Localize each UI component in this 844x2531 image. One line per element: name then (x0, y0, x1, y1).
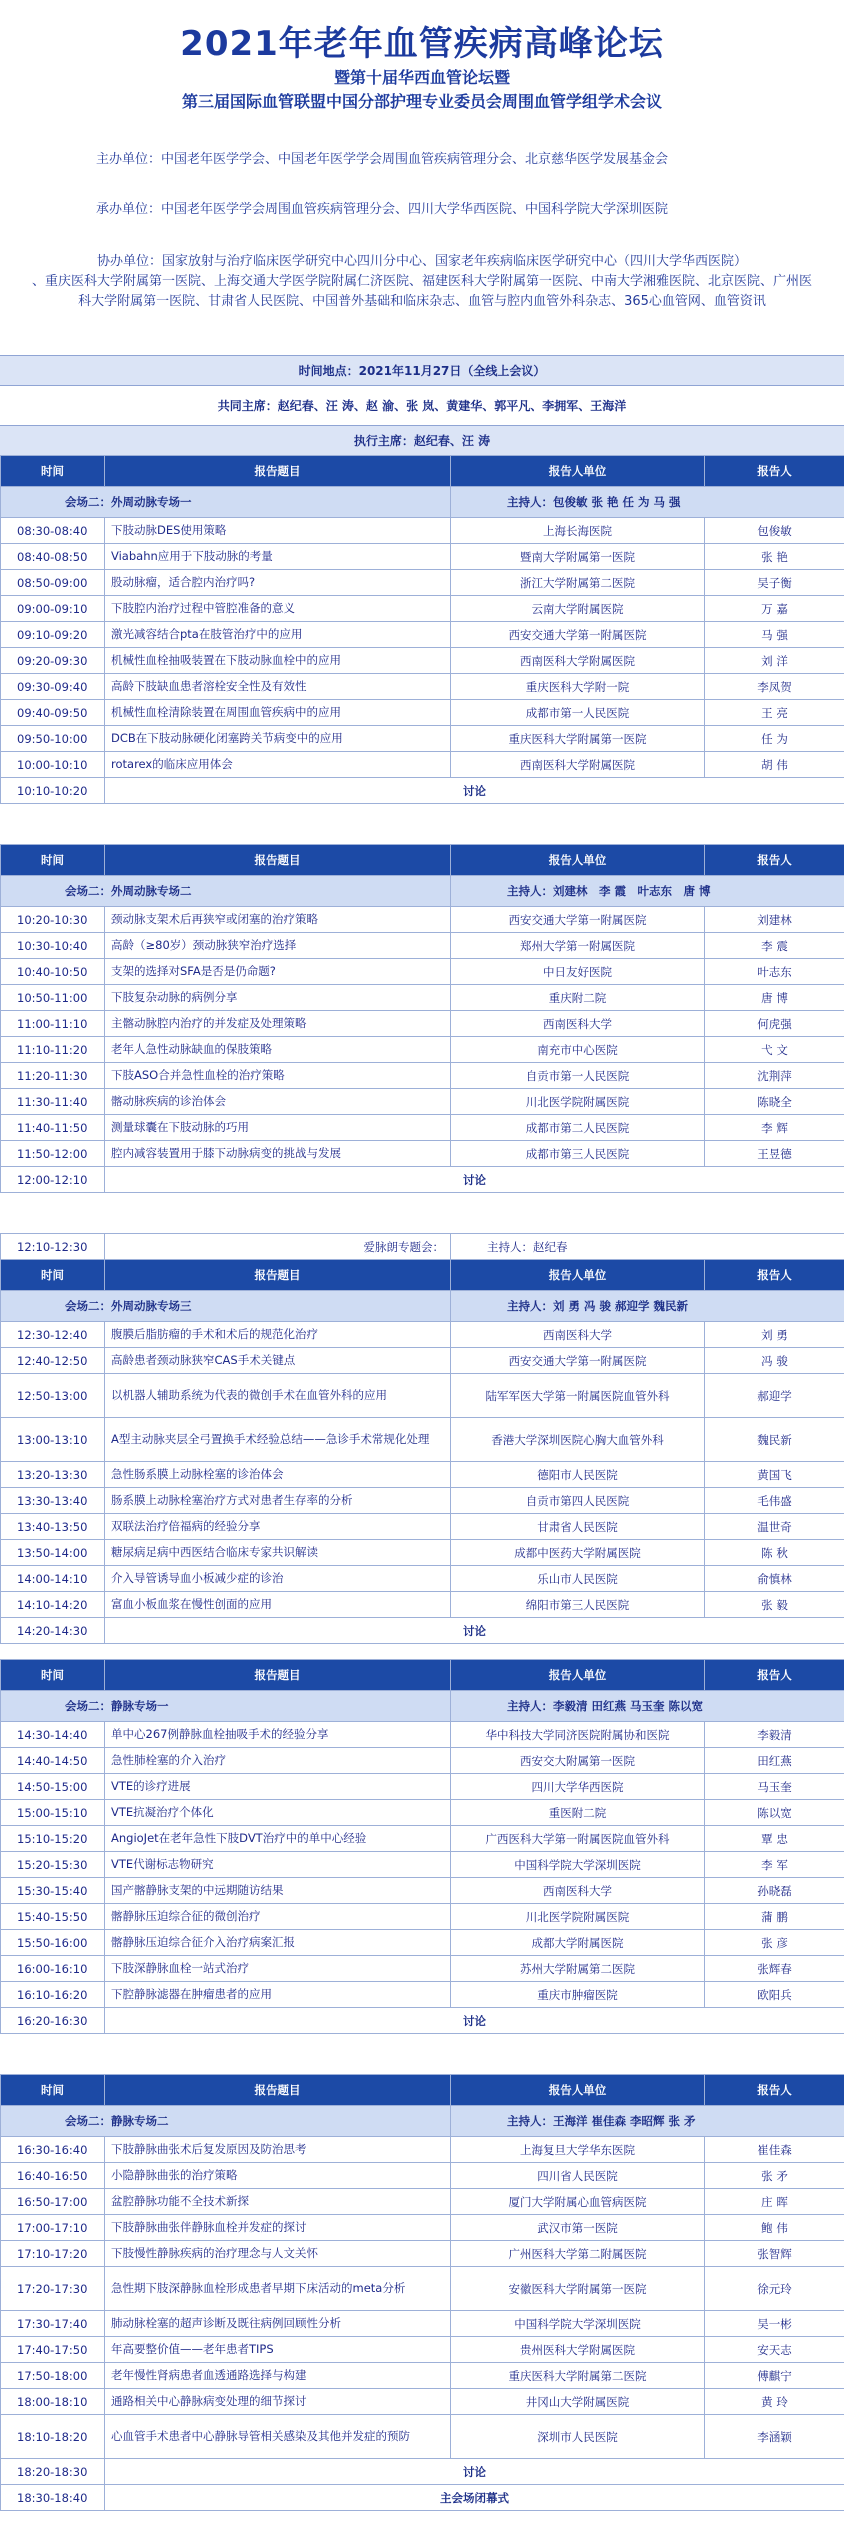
special-session-label: 爱脉朗专题会： (105, 1234, 451, 1260)
table-header-row: 时间 报告题目 报告人单位 报告人 (1, 1260, 844, 1291)
session-title: 会场二：静脉专场一 (65, 1699, 169, 1713)
table-row: 09:00-09:10 下肢腔内治疗过程中管腔准备的意义 云南大学附属医院 万 嘉 (1, 596, 844, 622)
session-host: 主持人：李毅清 田红燕 马玉奎 陈以宽 (507, 1699, 704, 1713)
session-table-4 (0, 1659, 844, 2034)
table-row: 13:50-14:00 糖尿病足病中西医结合临床专家共识解读 成都中医药大学附属医院 陈 秋 (1, 1540, 844, 1566)
session-table-1 (0, 455, 844, 804)
session-header-row (1, 1291, 844, 1322)
table-row: 11:00-11:10 主髂动脉腔内治疗的并发症及处理策略 西南医科大学 何虎强 (1, 1011, 844, 1037)
co-chairs-bar: 共同主席：赵纪春、汪 涛、赵 渝、张 岚、黄建华、郭平凡、李拥军、王海洋 (0, 385, 844, 425)
subtitle-2: 第三届国际血管联盟中国分部护理专业委员会周围血管学组学术会议 (181, 92, 662, 111)
special-session-row: 12:10-12:30 爱脉朗专题会： 主持人：赵纪春 (1, 1234, 844, 1260)
table-row: 14:00-14:10 介入导管诱导血小板减少症的诊治 乐山市人民医院 俞慎林 (1, 1566, 844, 1592)
table-row: 18:00-18:10 通路相关中心静脉病变处理的细节探讨 井冈山大学附属医院 黄 玲 (1, 2389, 844, 2415)
title-block (0, 0, 844, 114)
table-row: 09:30-09:40 高龄下肢缺血患者溶栓安全性及有效性 重庆医科大学附一院 李凤贺 (1, 674, 844, 700)
table-row: 14:30-14:40 单中心267例静脉血栓抽吸手术的经验分享 华中科技大学同济医院附属协和医院 李毅清 (1, 1722, 844, 1748)
table-row: 16:50-17:00 盆腔静脉功能不全技术新探 厦门大学附属心血管病医院 庄 晖 (1, 2189, 844, 2215)
session-header-row (1, 2106, 844, 2137)
organizer-units: 承办单位：中国老年医学学会周围血管疾病管理分会、四川大学华西医院、中国科学院大学深圳医院 (96, 202, 669, 217)
table-row: 17:20-17:30 急性期下肢深静脉血栓形成患者早期下床活动的meta分析 安徽医科大学附属第一医院 徐元玲 (1, 2267, 844, 2311)
table-row: 13:30-13:40 肠系膜上动脉栓塞治疗方式对患者生存率的分析 自贡市第四人民医院 毛伟盛 (1, 1488, 844, 1514)
table-row: 14:50-15:00 VTE的诊疗进展 四川大学华西医院 马玉奎 (1, 1774, 844, 1800)
host-units: 主办单位：中国老年医学学会、中国老年医学学会周围血管疾病管理分会、北京慈华医学发展基金会 (96, 152, 669, 167)
table-row: 09:10-09:20 激光减容结合pta在肢管治疗中的应用 西安交通大学第一附属医院 马 强 (1, 622, 844, 648)
page-title: 2021年老年血管疾病高峰论坛 (180, 24, 664, 64)
table-row: 11:10-11:20 老年人急性动脉缺血的保肢策略 南充市中心医院 弋 文 (1, 1037, 844, 1063)
session-host: 主持人：王海洋 崔佳森 李昭辉 张 矛 (507, 2114, 696, 2128)
table-row: 08:50-09:00 股动脉瘤，适合腔内治疗吗? 浙江大学附属第二医院 吴子衡 (1, 570, 844, 596)
table-row: 12:50-13:00 以机器人辅助系统为代表的微创手术在血管外科的应用 陆军军医大学第一附属医院血管外科 郝迎学 (1, 1374, 844, 1418)
table-row: 16:30-16:40 下肢静脉曲张术后复发原因及防治思考 上海复旦大学华东医院 崔佳森 (1, 2137, 844, 2163)
table-row: 13:00-13:10 A型主动脉夹层全弓置换手术经验总结——急诊手术常规化处理 香港大学深圳医院心胸大血管外科 魏民新 (1, 1418, 844, 1462)
table-row: 16:40-16:50 小隐静脉曲张的治疗策略 四川省人民医院 张 矛 (1, 2163, 844, 2189)
table-row: 11:20-11:30 下肢ASO合并急性血栓的治疗策略 自贡市第一人民医院 沈荆萍 (1, 1063, 844, 1089)
table-row: 17:40-17:50 年高要整价值——老年患者TIPS 贵州医科大学附属医院 安天志 (1, 2337, 844, 2363)
table-row: 17:50-18:00 老年慢性肾病患者血透通路选择与构建 重庆医科大学附属第二医院 傅麒宁 (1, 2363, 844, 2389)
table-row: 17:00-17:10 下肢静脉曲张伴静脉血栓并发症的探讨 武汉市第一医院 鲍 伟 (1, 2215, 844, 2241)
table-header-row: 时间 报告题目 报告人单位 报告人 (1, 1660, 844, 1691)
col-unit: 报告人单位 (451, 456, 705, 487)
table-row: 08:40-08:50 Viabahn应用于下肢动脉的考量 暨南大学附属第一医院 张 艳 (1, 544, 844, 570)
table-row: 18:10-18:20 心血管手术患者中心静脉导管相关感染及其他并发症的预防 深圳市人民医院 李涵颖 (1, 2415, 844, 2459)
table-header-row (1, 456, 844, 487)
discussion-row: 10:10-10:20 讨论 (1, 778, 844, 804)
session-host: 主持人：刘 勇 冯 骏 郝迎学 魏民新 (507, 1299, 689, 1313)
table-row: 16:00-16:10 下肢深静脉血栓一站式治疗 苏州大学附属第二医院 张辉春 (1, 1956, 844, 1982)
co-organizer-units-1: 协办单位：国家放射与治疗临床医学研究中心四川分中心、国家老年疾病临床医学研究中心（四川大学华西医院） (96, 254, 747, 269)
session-table-2 (0, 844, 844, 1193)
table-row: 17:10-17:20 下肢慢性静脉疾病的治疗理念与人文关怀 广州医科大学第二附属医院 张智辉 (1, 2241, 844, 2267)
special-session-host: 主持人：赵纪春 (451, 1234, 844, 1260)
session-title: 会场二：外周动脉专场三 (65, 1299, 192, 1313)
session-title: 会场二：静脉专场二 (65, 2114, 169, 2128)
table-row: 15:40-15:50 髂静脉压迫综合征的微创治疗 川北医学院附属医院 蒲 鹏 (1, 1904, 844, 1930)
time-place-bar: 时间地点：2021年11月27日（全线上会议） (0, 355, 844, 385)
closing-row: 18:30-18:40 主会场闭幕式 (1, 2485, 844, 2511)
table-header-row: 时间 报告题目 报告人单位 报告人 (1, 845, 844, 876)
table-row: 13:20-13:30 急性肠系膜上动脉栓塞的诊治体会 德阳市人民医院 黄国飞 (1, 1462, 844, 1488)
discussion-row: 18:20-18:30 讨论 (1, 2459, 844, 2485)
session-title: 会场二：外周动脉专场一 (65, 495, 192, 509)
col-topic: 报告题目 (105, 456, 451, 487)
table-row: 08:30-08:40 下肢动脉DES使用策略 上海长海医院 包俊敏 (1, 518, 844, 544)
table-row: 14:40-14:50 急性肺栓塞的介入治疗 西安交大附属第一医院 田红燕 (1, 1748, 844, 1774)
table-row: 10:50-11:00 下肢复杂动脉的病例分享 重庆附二院 唐 博 (1, 985, 844, 1011)
table-header-row: 时间 报告题目 报告人单位 报告人 (1, 2075, 844, 2106)
table-row: 15:10-15:20 AngioJet在老年急性下肢DVT治疗中的单中心经验 广西医科大学第一附属医院血管外科 覃 忠 (1, 1826, 844, 1852)
table-row: 14:10-14:20 富血小板血浆在慢性创面的应用 绵阳市第三人民医院 张 毅 (1, 1592, 844, 1618)
table-row: 09:20-09:30 机械性血栓抽吸装置在下肢动脉血栓中的应用 西南医科大学附属医院 刘 洋 (1, 648, 844, 674)
table-row: 11:50-12:00 腔内减容装置用于膝下动脉病变的挑战与发展 成都市第三人民医院 王昱德 (1, 1141, 844, 1167)
session-table-3 (0, 1233, 844, 1644)
co-organizer-units-2: 、重庆医科大学附属第一医院、上海交通大学医学院附属仁济医院、福建医科大学附属第一医院、中南大学湘雅医院、北京医院、广州医科大学附属第一医院、甘肃省人民医院、中国普外基础和临床杂志、血管与腔内血管外科杂志、365心血管网、血管资讯 (31, 274, 812, 309)
discussion-row: 16:20-16:30 讨论 (1, 2008, 844, 2034)
table-row: 10:20-10:30 颈动脉支架术后再狭窄或闭塞的治疗策略 西安交通大学第一附属医院 刘建林 (1, 907, 844, 933)
session-host: 主持人：刘建林 李 霞 叶志东 唐 博 (507, 884, 711, 898)
exec-chairs-bar: 执行主席：赵纪春、汪 涛 (0, 425, 844, 455)
table-row: 10:30-10:40 高龄（≥80岁）颈动脉狭窄治疗选择 郑州大学第一附属医院 李 震 (1, 933, 844, 959)
table-row: 15:20-15:30 VTE代谢标志物研究 中国科学院大学深圳医院 李 军 (1, 1852, 844, 1878)
col-time: 时间 (1, 456, 105, 487)
table-row: 10:40-10:50 支架的选择对SFA是否是仍命题? 中日友好医院 叶志东 (1, 959, 844, 985)
session-header-row (1, 1691, 844, 1722)
table-row: 12:30-12:40 腹膜后脂肪瘤的手术和术后的规范化治疗 西南医科大学 刘 勇 (1, 1322, 844, 1348)
session-header-row (1, 487, 844, 518)
subtitle-1: 暨第十届华西血管论坛暨 (333, 68, 510, 87)
table-row: 09:40-09:50 机械性血栓清除装置在周围血管疾病中的应用 成都市第一人民医院 王 亮 (1, 700, 844, 726)
session-title: 会场二：外周动脉专场二 (65, 884, 192, 898)
table-row: 10:00-10:10 rotarex的临床应用体会 西南医科大学附属医院 胡 伟 (1, 752, 844, 778)
table-row: 16:10-16:20 下腔静脉滤器在肿瘤患者的应用 重庆市肿瘤医院 欧阳兵 (1, 1982, 844, 2008)
discussion-row: 14:20-14:30 讨论 (1, 1618, 844, 1644)
session-table-5 (0, 2074, 844, 2511)
table-row: 15:30-15:40 国产髂静脉支架的中远期随访结果 西南医科大学 孙晓磊 (1, 1878, 844, 1904)
session-header-row (1, 876, 844, 907)
table-row: 11:40-11:50 测量球囊在下肢动脉的巧用 成都市第二人民医院 李 辉 (1, 1115, 844, 1141)
table-row: 15:50-16:00 髂静脉压迫综合征介入治疗病案汇报 成都大学附属医院 张 彦 (1, 1930, 844, 1956)
table-row: 13:40-13:50 双联法治疗倍福病的经验分享 甘肃省人民医院 温世奇 (1, 1514, 844, 1540)
col-speaker: 报告人 (705, 456, 844, 487)
discussion-row: 12:00-12:10 讨论 (1, 1167, 844, 1193)
table-row: 11:30-11:40 髂动脉疾病的诊治体会 川北医学院附属医院 陈晓全 (1, 1089, 844, 1115)
table-row: 12:40-12:50 高龄患者颈动脉狭窄CAS手术关键点 西安交通大学第一附属医院 冯 骏 (1, 1348, 844, 1374)
table-row: 17:30-17:40 肺动脉栓塞的超声诊断及既往病例回顾性分析 中国科学院大学深圳医院 吴一彬 (1, 2311, 844, 2337)
table-row: 15:00-15:10 VTE抗凝治疗个体化 重医附二院 陈以宽 (1, 1800, 844, 1826)
session-host: 主持人：包俊敏 张 艳 任 为 马 强 (507, 495, 681, 509)
table-row: 09:50-10:00 DCB在下肢动脉硬化闭塞跨关节病变中的应用 重庆医科大学附属第一医院 任 为 (1, 726, 844, 752)
